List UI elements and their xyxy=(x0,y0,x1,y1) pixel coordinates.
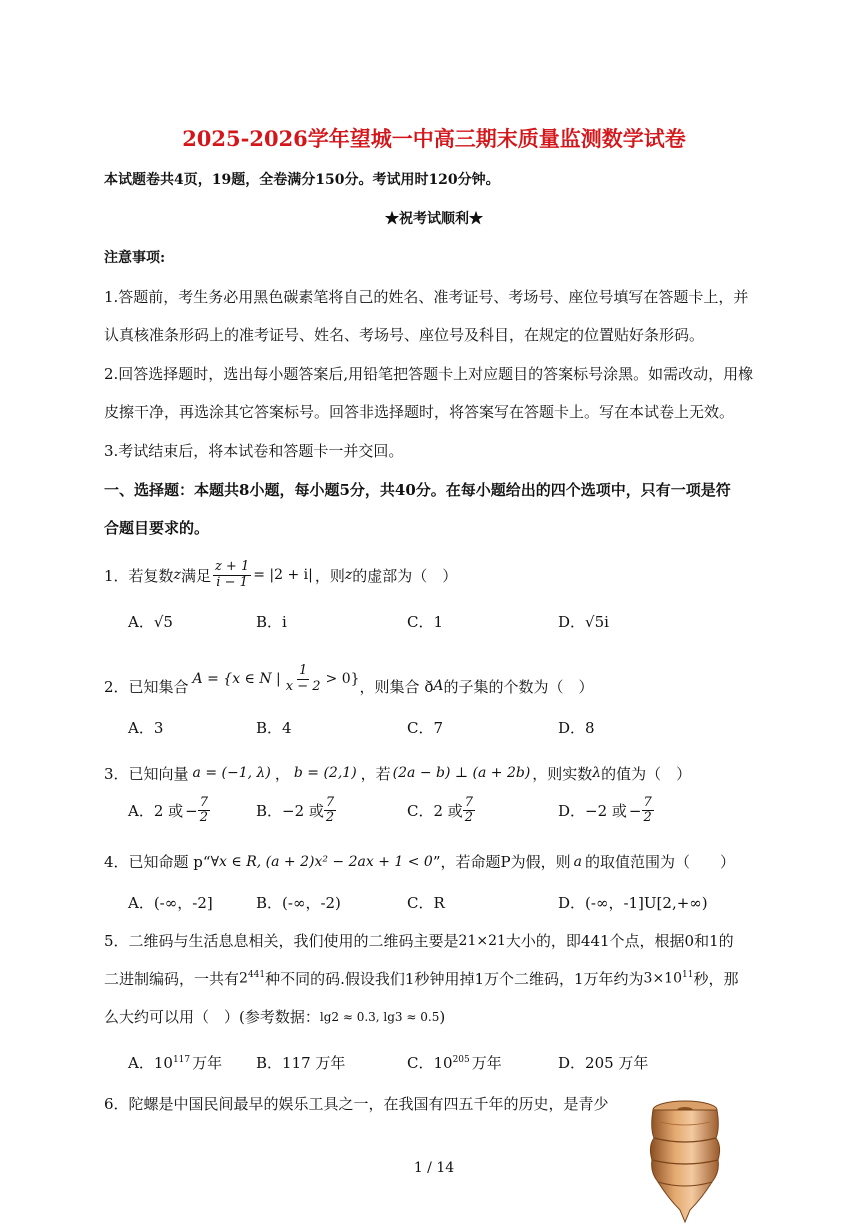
q3-option-b-den: 2 xyxy=(325,810,335,826)
question-5-seconds-exp: 11 xyxy=(681,970,694,981)
question-1-fraction xyxy=(213,560,251,590)
q5-option-a-label: A． xyxy=(128,1054,154,1072)
q3-option-c-fraction xyxy=(463,796,475,826)
q3-option-c-den: 2 xyxy=(464,810,474,826)
question-2-suffix: ，则集合 ð xyxy=(359,677,434,696)
q3-option-d-fraction xyxy=(642,796,654,826)
q3-option-a-den: 2 xyxy=(199,810,209,826)
q2-option-d: D．8 xyxy=(558,719,595,737)
q3-option-d-num: 7 xyxy=(643,795,652,810)
q3-option-b-fraction xyxy=(324,796,336,826)
q5-option-c-exp: 205 xyxy=(452,1055,470,1065)
q3-option-a-label: A．2 或 xyxy=(128,802,184,821)
question-4-variable-a: a xyxy=(573,853,582,870)
question-5-size: 21×21 xyxy=(458,932,506,949)
q2-option-a: A．3 xyxy=(128,719,164,737)
question-5-line-1 xyxy=(104,930,734,951)
question-4-expression: ∀x ∈ R, (a + 2)x² − 2ax + 1 < 0 xyxy=(210,853,433,870)
question-5-power xyxy=(239,970,265,987)
question-5-line-1-pre: 5．二维码与生活息息相关，我们使用的二维码主要是 xyxy=(104,932,459,950)
question-2-frac-den: x − 2 xyxy=(285,678,321,694)
q3-option-a-fraction xyxy=(198,796,210,826)
question-3-condition: (2a − b) ⊥ (a + 2b) xyxy=(392,765,531,781)
q5-option-a-exp: 117 xyxy=(172,1055,191,1065)
question-2-frac-num: 1 xyxy=(299,663,308,679)
question-2-suffix-end: 的子集的个数为（ ） xyxy=(443,677,594,696)
question-5-power-base: 2 xyxy=(239,970,248,987)
q3-option-d-sign: − xyxy=(628,801,642,820)
q3-option-b-label: B．−2 或 xyxy=(256,802,324,821)
question-3-cond-pre: ，若 xyxy=(360,764,391,783)
question-1-frac-den: i − 1 xyxy=(216,574,248,590)
question-2-set-right: > 0} xyxy=(325,671,360,687)
q1-option-b: B．i xyxy=(256,613,287,631)
q3-option-c-label: C．2 或 xyxy=(407,802,463,821)
question-1-variable-2: z xyxy=(344,567,353,583)
question-5-seconds-base: 3×10 xyxy=(643,970,682,987)
q3-option-a-num: 7 xyxy=(199,795,209,810)
question-2-prefix: 2．已知集合 xyxy=(104,677,189,696)
question-3-suffix-end: 的值为（ ） xyxy=(601,764,692,783)
q3-option-d-label: D．−2 或 xyxy=(558,802,627,821)
section-1-heading-line-2: 合题目要求的。 xyxy=(104,519,210,537)
q5-option-c-unit: 万年 xyxy=(471,1054,502,1072)
question-5-line-3-pre: 么大约可以用（ ）(参考数据： xyxy=(104,1008,320,1026)
question-5-line-2-pre: 二进制编码，一共有 xyxy=(104,970,240,988)
question-3-suffix: ，则实数 xyxy=(532,764,593,783)
question-3-vector-a: a = (−1, λ) xyxy=(192,765,271,781)
page-number: 1 / 14 xyxy=(413,1160,455,1176)
good-luck-line: ★祝考试顺利★ xyxy=(385,211,483,227)
question-5-line-2-mid: 种不同的码.假设我们1秒钟用掉1万个二维码，1万年约为 xyxy=(265,970,644,988)
q3-option-a-sign: − xyxy=(185,801,198,820)
notice-1-line-2: 认真核准条形码上的准考证号、姓名、考场号、座位号及科目，在规定的位置贴好条形码。 xyxy=(104,326,705,344)
question-3-lambda: λ xyxy=(592,765,602,781)
q2-option-b: B．4 xyxy=(256,719,292,737)
q5-option-c-label: C． xyxy=(407,1054,434,1072)
notice-3: 3.考试结束后，将本试卷和答题卡一并交回。 xyxy=(104,442,404,460)
question-1-frac-num: z + 1 xyxy=(214,559,250,575)
question-3-prefix: 3．已知向量 xyxy=(104,764,189,783)
q3-option-a xyxy=(128,796,210,826)
notice-heading: 注意事项: xyxy=(104,250,166,266)
question-5-line-2-post: 秒，那 xyxy=(693,970,739,988)
question-2 xyxy=(104,650,594,708)
question-2-fraction xyxy=(284,664,323,694)
question-5-line-3-post: ) xyxy=(439,1007,446,1026)
q3-option-c xyxy=(407,796,475,826)
question-2-set-left: A = {x ∈ N | xyxy=(192,671,281,687)
question-3-vector-b: b = (2,1) xyxy=(293,765,357,781)
question-5-seconds xyxy=(644,970,694,987)
q5-option-c-base: 10 xyxy=(433,1054,453,1072)
question-4-prefix: 4．已知命题 p“ xyxy=(104,853,211,871)
q3-option-d xyxy=(558,796,654,826)
question-2-set-a: A xyxy=(433,678,444,694)
question-1-rhs: = |2 + i| xyxy=(253,567,313,583)
question-4-mid: ”，若命题P为假，则 xyxy=(432,853,571,871)
question-1-suffix: 的虚部为（ ） xyxy=(352,566,458,585)
question-5-line-1-post: 大小的，即441个点，根据0和1的 xyxy=(505,932,734,950)
section-1-heading-line-1: 一、选择题：本题共8小题，每小题5分，共40分。在每小题给出的四个选项中，只有一项是符 xyxy=(104,481,731,499)
question-1-prefix: 1．若复数 xyxy=(104,566,174,585)
notice-2-line-1: 2.回答选择题时，选出每小题答案后,用铅笔把答题卡上对应题目的答案标号涂黑。如需改动，用橡 xyxy=(104,365,754,383)
question-1-mid: 满足 xyxy=(180,566,211,585)
question-4 xyxy=(104,851,735,872)
question-1-variable: z xyxy=(173,567,181,583)
question-5-power-exp: 441 xyxy=(247,970,266,981)
q5-option-d: D．205 万年 xyxy=(558,1054,649,1072)
q5-option-a-unit: 万年 xyxy=(192,1054,223,1072)
q1-option-d: D．√5i xyxy=(558,613,609,631)
question-6-line-1: 6．陀螺是中国民间最早的娱乐工具之一，在我国有四五千年的历史，是青少 xyxy=(104,1095,609,1113)
q4-option-d: D．(-∞，-1]U[2,+∞) xyxy=(558,894,708,912)
question-5-reference-data: lg2 ≈ 0.3, lg3 ≈ 0.5 xyxy=(319,1009,440,1024)
q4-option-b: B．(-∞，-2) xyxy=(256,894,341,912)
q1-option-c: C．1 xyxy=(407,613,444,631)
notice-1-line-1: 1.答题前，考生务必用黑色碳素笔将自己的姓名、准考证号、考场号、座位号填写在答题卡上，并 xyxy=(104,288,749,306)
q5-option-b: B．117 万年 xyxy=(256,1054,346,1072)
notice-2-line-2: 皮擦干净，再选涂其它答案标号。回答非选择题时，将答案写在答题卡上。写在本试卷上无效。 xyxy=(104,403,735,421)
q1-option-a: A．√5 xyxy=(128,613,173,631)
q5-option-a xyxy=(128,1052,222,1073)
question-3: 3．已知向量 a = (−1, λ) ， b = (2,1) ，若 (2a − b) ⊥ (a + 2b) ，则实数 λ 的值为（ ） xyxy=(104,764,692,783)
question-1-suffix-pre: ，则 xyxy=(314,566,345,585)
question-5-line-3 xyxy=(104,1006,445,1027)
question-4-suffix: 的取值范围为（ ） xyxy=(584,853,735,871)
q4-option-c: C．R xyxy=(407,894,445,912)
q3-option-c-num: 7 xyxy=(464,795,474,810)
question-5-line-2 xyxy=(104,968,738,989)
q4-option-a: A．(-∞，-2] xyxy=(128,894,213,912)
q2-option-c: C．7 xyxy=(407,719,444,737)
q5-option-c xyxy=(407,1052,502,1073)
q3-option-b xyxy=(256,796,336,826)
question-1 xyxy=(104,553,457,597)
exam-intro: 本试题卷共4页，19题，全卷满分150分。考试用时120分钟。 xyxy=(104,172,500,188)
q3-option-b-num: 7 xyxy=(325,795,335,810)
q5-option-a-base: 10 xyxy=(153,1054,173,1072)
document-title: 2025-2026学年望城一中高三期末质量监测数学试卷 xyxy=(182,126,686,151)
q3-option-d-den: 2 xyxy=(643,810,652,826)
